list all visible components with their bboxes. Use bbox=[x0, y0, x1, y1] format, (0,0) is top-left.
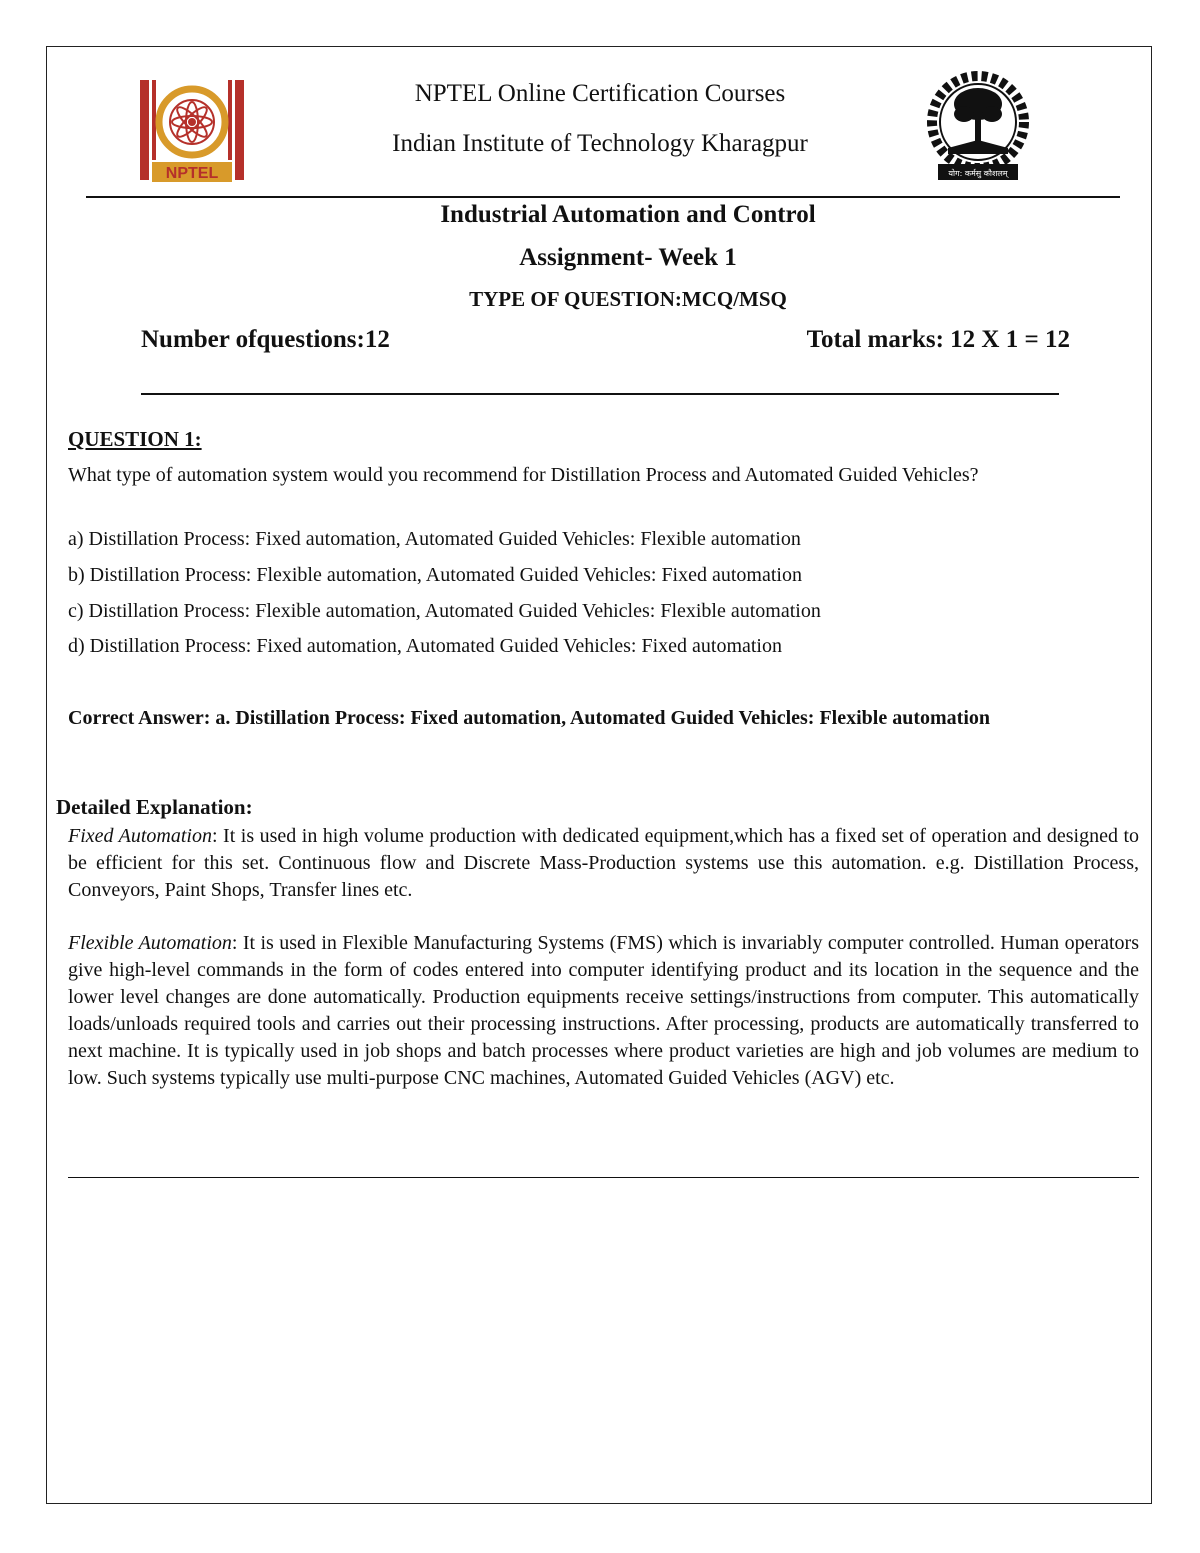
header-line-1: NPTEL Online Certification Courses bbox=[414, 80, 786, 107]
question-text: What type of automation system would you recommend for Distillation Process and Automated Guided Vehicles? bbox=[68, 464, 979, 486]
course-title: Industrial Automation and Control bbox=[440, 201, 816, 228]
section-end-divider bbox=[68, 1177, 1139, 1178]
header-divider bbox=[86, 196, 1120, 198]
flexible-automation-text: : It is used in Flexible Manufacturing Systems (FMS) which is invariably computer controlled. Human operators give high-level commands in the form of codes entered into computer identifying product and its location in the sequence and the lower level changes are done automatically. Production equipments receive settings/instructions from computer. This automatically loads/unloads required tools and carries out their processing instructions. After processing, products are automatically transferred to next machine. It is typically used in job shops and batch processes where product varieties are high and job volumes are medium to low. Such systems typically use multi-purpose CNC machines, Automated Guided Vehicles (AGV) etc. bbox=[68, 932, 1139, 1089]
fixed-automation-term: Fixed Automation bbox=[68, 825, 212, 847]
nptel-logo bbox=[138, 78, 246, 184]
option-a: a) Distillation Process: Fixed automation, Automated Guided Vehicles: Flexible automation bbox=[68, 528, 801, 550]
nptel-logo-text: NPTEL bbox=[165, 165, 219, 182]
header-line-2: Indian Institute of Technology Kharagpur bbox=[392, 130, 808, 157]
option-d: d) Distillation Process: Fixed automation, Automated Guided Vehicles: Fixed automation bbox=[68, 635, 782, 657]
fixed-automation-text: : It is used in high volume production with dedicated equipment,which has a fixed set of operation and designed to be efficient for this set. Continuous flow and Discrete Mass-Production systems use this automation. e.g. Distillation Process, Conveyors, Paint Shops, Transfer lines etc. bbox=[68, 825, 1139, 901]
correct-answer-text: : a. Distillation Process: Fixed automation, Automated Guided Vehicles: Flexible automation bbox=[203, 707, 990, 729]
flexible-automation-term: Flexible Automation bbox=[68, 932, 232, 954]
meta-divider bbox=[141, 393, 1059, 395]
iit-kharagpur-logo bbox=[924, 68, 1032, 186]
number-of-questions: Number ofquestions:12 bbox=[141, 326, 390, 353]
assignment-title: Assignment- Week 1 bbox=[519, 244, 737, 271]
option-c: c) Distillation Process: Flexible automation, Automated Guided Vehicles: Flexible automation bbox=[68, 600, 821, 622]
option-b: b) Distillation Process: Flexible automation, Automated Guided Vehicles: Fixed automation bbox=[68, 564, 802, 586]
correct-answer bbox=[68, 705, 1068, 732]
flexible-automation-paragraph bbox=[68, 930, 1139, 1092]
iit-logo-motto: योग: कर्मसु कौशलम् bbox=[948, 169, 1008, 178]
question-type: TYPE OF QUESTION:MCQ/MSQ bbox=[469, 287, 787, 311]
correct-answer-label: Correct Answer bbox=[68, 707, 204, 729]
total-marks: Total marks: 12 X 1 = 12 bbox=[806, 326, 1070, 353]
fixed-automation-paragraph bbox=[68, 823, 1139, 904]
question-heading: QUESTION 1: bbox=[68, 427, 202, 451]
explanation-heading: Detailed Explanation: bbox=[56, 795, 253, 819]
